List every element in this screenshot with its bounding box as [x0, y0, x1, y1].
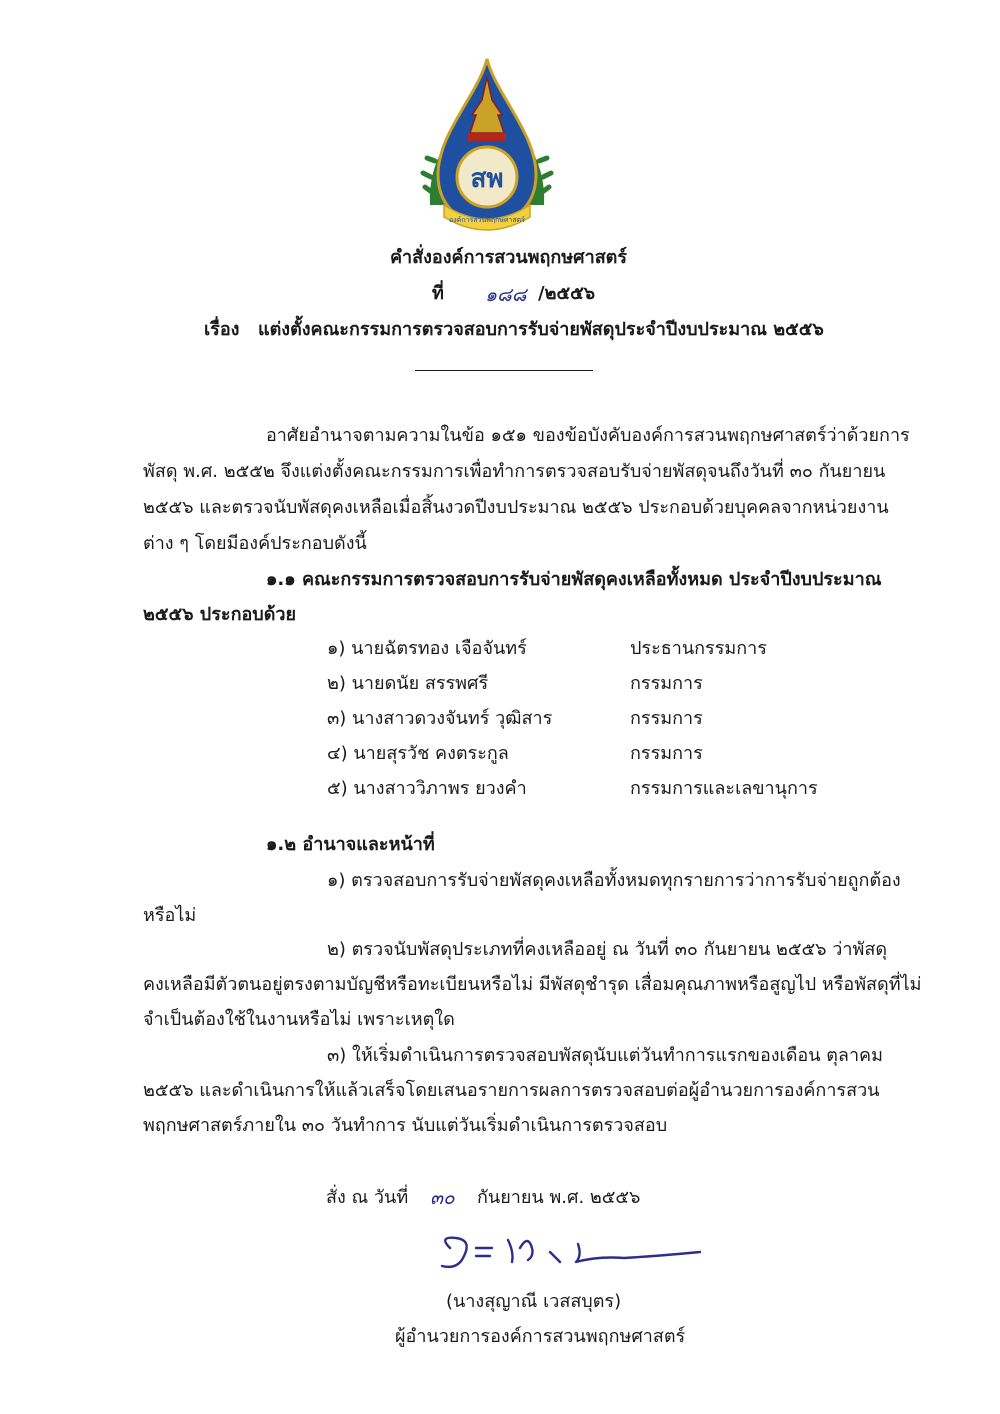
committee-member-role: กรรมการและเลขานุการ — [630, 778, 818, 799]
committee-member-role: กรรมการ — [630, 708, 703, 729]
committee-member-name: ๕) นางสาววิภาพร ยวงคำ — [327, 778, 527, 799]
emblem-ribbon-text: องค์การสวนพฤกษศาสตร์ — [449, 216, 525, 224]
duty-2-line-2: คงเหลือมีตัวตนอยู่ตรงตามบัญชีหรือทะเบียนหรือไม่ มีพัสดุชำรุด เสื่อมคุณภาพหรือสูญไป หรือพัสดุที่ไม่ — [143, 974, 922, 995]
date-month-year: กันยายน พ.ศ. ๒๕๕๖ — [477, 1187, 641, 1208]
intro-line-4: ต่าง ๆ โดยมีองค์ประกอบดังนี้ — [143, 533, 367, 554]
signer-title: ผู้อำนวยการองค์การสวนพฤกษศาสตร์ — [395, 1326, 686, 1347]
committee-member-name: ๓) นางสาวดวงจันทร์ วุฒิสาร — [327, 708, 553, 729]
order-number-label: ที่ — [432, 283, 444, 304]
signature — [428, 1226, 708, 1278]
committee-member-name: ๔) นายสุรวัช คงตระกูล — [327, 743, 509, 764]
duty-3-line-2: ๒๕๕๖ และดำเนินการให้แล้วเสร็จโดยเสนอรายการผลการตรวจสอบต่อผู้อำนวยการองค์การสวน — [143, 1080, 880, 1101]
committee-member-name: ๒) นายดนัย สรรพศรี — [327, 673, 489, 694]
section-1-1-heading-cont: ๒๕๕๖ ประกอบด้วย — [143, 604, 297, 625]
svg-text:สพ: สพ — [470, 164, 504, 194]
committee-member-role: กรรมการ — [630, 673, 703, 694]
order-number-handwritten: ๑๘๘ — [485, 284, 527, 306]
section-1-1-heading: ๑.๑ คณะกรรมการตรวจสอบการรับจ่ายพัสดุคงเหลือทั้งหมด ประจำปีงบประมาณ — [266, 569, 882, 590]
duty-3-line-3: พฤกษศาสตร์ภายใน ๓๐ วันทำการ นับแต่วันเริ่มดำเนินการตรวจสอบ — [143, 1115, 668, 1136]
section-1-2-heading: ๑.๒ อำนาจและหน้าที่ — [266, 834, 435, 855]
organization-emblem — [418, 55, 556, 240]
committee-member-name: ๑) นายฉัตรทอง เจือจันทร์ — [327, 638, 527, 659]
duty-2-line-1: ๒) ตรวจนับพัสดุประเภทที่คงเหลืออยู่ ณ วันที่ ๓๐ กันยายน ๒๕๕๖ ว่าพัสดุ — [327, 939, 888, 960]
intro-line-1: อาศัยอำนาจตามความในข้อ ๑๕๑ ของข้อบังคับองค์การสวนพฤกษศาสตร์ว่าด้วยการ — [266, 425, 910, 446]
committee-member-role: ประธานกรรมการ — [630, 638, 767, 659]
intro-line-2: พัสดุ พ.ศ. ๒๕๕๒ จึงแต่งตั้งคณะกรรมการเพื่อทำการตรวจสอบรับจ่ายพัสดุจนถึงวันที่ ๓๐ กันยายน — [143, 461, 886, 482]
signer-name: (นางสุญาณี เวสสบุตร) — [446, 1291, 622, 1312]
committee-member-role: กรรมการ — [630, 743, 703, 764]
order-title: คำสั่งองค์การสวนพฤกษศาสตร์ — [390, 247, 628, 268]
duty-2-line-3: จำเป็นต้องใช้ในงานหรือไม่ เพราะเหตุใด — [143, 1009, 455, 1030]
duty-3-line-1: ๓) ให้เริ่มดำเนินการตรวจสอบพัสดุนับแต่วันทำการแรกของเดือน ตุลาคม — [327, 1045, 883, 1066]
order-number-year: /๒๕๕๖ — [538, 283, 596, 304]
duty-1-line-1: ๑) ตรวจสอบการรับจ่ายพัสดุคงเหลือทั้งหมดทุกรายการว่าการรับจ่ายถูกต้อง — [327, 870, 901, 891]
date-day-handwritten: ๓๐ — [430, 1187, 455, 1209]
duty-1-line-2: หรือไม่ — [143, 905, 197, 926]
subject-label: เรื่อง — [204, 319, 240, 340]
date-prefix: สั่ง ณ วันที่ — [326, 1187, 409, 1208]
title-divider — [415, 370, 593, 371]
subject-text: แต่งตั้งคณะกรรมการตรวจสอบการรับจ่ายพัสดุประจำปีงบประมาณ ๒๕๕๖ — [258, 319, 824, 340]
intro-line-3: ๒๕๕๖ และตรวจนับพัสดุคงเหลือเมื่อสิ้นงวดปีงบประมาณ ๒๕๕๖ ประกอบด้วยบุคคลจากหน่วยงาน — [143, 497, 889, 518]
